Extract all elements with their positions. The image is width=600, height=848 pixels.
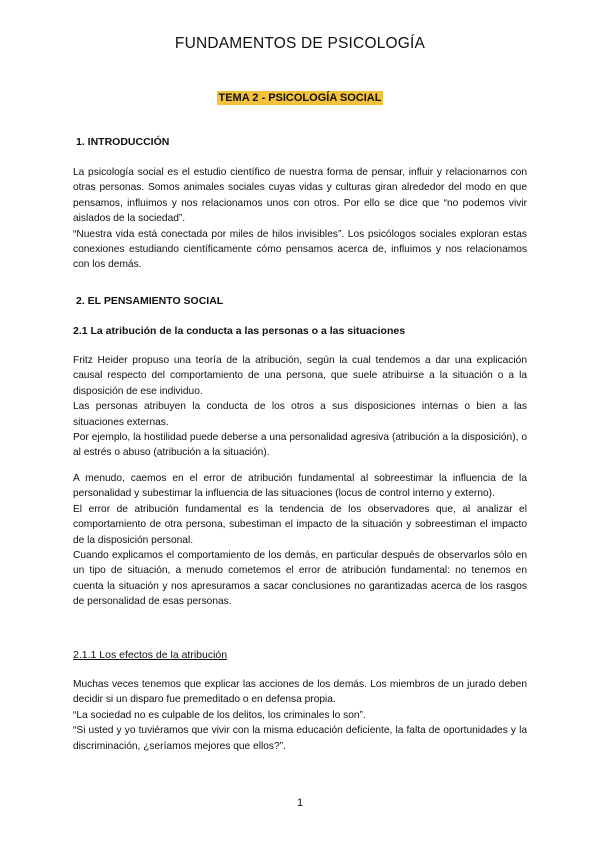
section-2-1-1-body — [73, 677, 527, 754]
paragraph: “Nuestra vida está conectada por miles de hilos invisibles”. Los psicólogos sociales exploran estas conexiones estudiando científicamente cómo pensamos acerca de, influimos y nos relacionamos con los demás. — [73, 228, 527, 271]
section-2-1-block-1 — [73, 353, 527, 461]
section-2-1-1-heading: 2.1.1 Los efectos de la atribución — [73, 649, 228, 661]
section-2-1-block-2 — [73, 471, 527, 610]
document-title: FUNDAMENTOS DE PSICOLOGÍA — [174, 35, 426, 52]
tema-heading — [0, 88, 600, 106]
paragraph: Fritz Heider propuso una teoría de la atribución, según la cual tendemos a dar una explicación causal respecto del comportamiento de una persona, que suele atribuirse a la situación o a la disposición de ese individuo. — [73, 355, 527, 397]
paragraph: Las personas atribuyen la conducta de los otros a sus disposiciones internas o bien a las situaciones externas. — [73, 401, 527, 428]
section-1-heading: 1. INTRODUCCIÓN — [76, 136, 170, 148]
paragraph: Por ejemplo, la hostilidad puede deberse a una personalidad agresiva (atribución a la disposición), o al estrés o abuso (atribución a la situación). — [73, 432, 527, 459]
paragraph: “Si usted y yo tuviéramos que vivir con la misma educación deficiente, la falta de oportunidades y la discriminación, ¿seríamos mejores que ellos?”. — [73, 725, 527, 752]
paragraph: El error de atribución fundamental es la tendencia de los observadores que, al analizar el comportamiento de otra persona, subestiman el impacto de la situación y sobreestiman el impacto de la disposición personal. — [73, 503, 527, 546]
paragraph: A menudo, caemos en el error de atribución fundamental al sobreestimar la influencia de la personalidad y subestimar la influencia de las situaciones (locus de control interno y externo). — [73, 473, 527, 500]
paragraph: La psicología social es el estudio científico de nuestra forma de pensar, influir y relacionarnos con otras personas. Somos animales sociales cuyas vidas y culturas giran alrededor del modo en que pensamos, influimos y nos relacionamos unos con otros. Por ello se dice que “no podemos vivir aislados de la sociedad”. — [73, 167, 527, 225]
tema-highlight: TEMA 2 - PSICOLOGÍA SOCIAL — [218, 92, 382, 104]
paragraph: “La sociedad no es culpable de los delitos, los criminales lo son”. — [73, 709, 366, 721]
section-2-1-heading: 2.1 La atribución de la conducta a las personas o a las situaciones — [73, 325, 406, 337]
section-2-heading: 2. EL PENSAMIENTO SOCIAL — [76, 295, 224, 307]
paragraph: Cuando explicamos el comportamiento de los demás, en particular después de observarlos sólo en un tipo de situación, a menudo cometemos el error de atribución fundamental: no tenemos en cuenta la situación y nos apresuramos a sacar conclusiones no garantizadas acerca de los rasgos de personalidad de esas personas. — [73, 550, 527, 608]
section-1-body — [73, 165, 527, 273]
paragraph: Muchas veces tenemos que explicar las acciones de los demás. Los miembros de un jurado deben decidir si un disparo fue premeditado o en defensa propia. — [73, 679, 527, 706]
page-number: 1 — [296, 797, 304, 809]
